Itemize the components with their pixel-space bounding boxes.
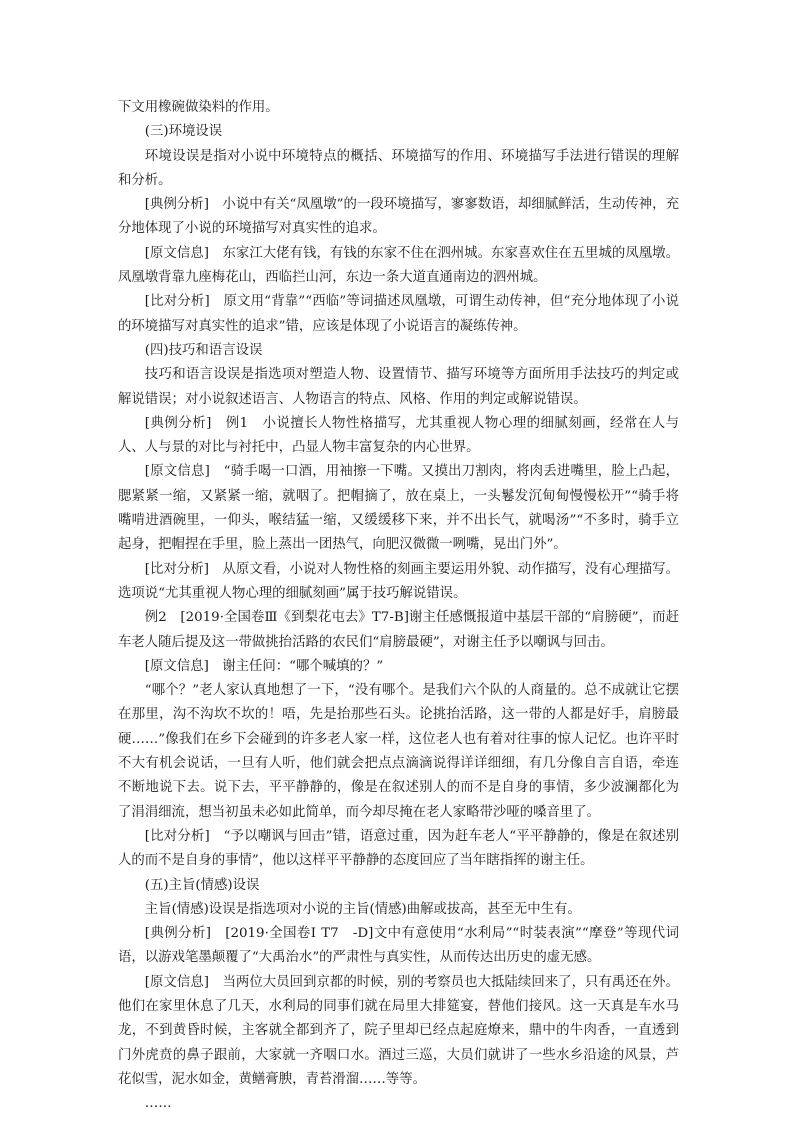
paragraph-comparison: [比对分析] “予以嘲讽与回击”错，语意过重，因为赶车老人“平平静静的，像是在叙述别人的而不是自身的事情”，他以这样平平静静的态度回应了当年瞎指挥的谢主任。 [118,828,679,869]
paragraph-example-analysis: [典例分析] 例1 小说擅长人物性格描写，尤其重视人物心理的细腻刻画，经常在人与人、人与景的对比与衬托中，凸显人物丰富复杂的内心世界。 [118,415,679,456]
paragraph-example-analysis: [典例分析] 小说中有关“凤凰墩”的一段环境描写，寥寥数语，却细腻鲜活，生动传神，充分地体现了小说的环境描写对真实性的追求。 [118,197,679,237]
section-heading-theme: (五)主旨(情感)设误 [144,877,260,893]
paragraph-ellipsis: …… [144,1096,172,1112]
paragraph-source-info: [原文信息] 当两位大员回到京都的时候，别的考察员也大抵陆续回来了，只有禹还在外。他们在家里休息了几天，水利局的同事们就在局里大排筵宴，替他们接风。这一天真是车水马龙，不到黄昏时候，主客就全都到齐了，院子里却已经点起庭燎来，鼎中的牛肉香，一直透到门外虎贲的鼻子跟前，大家就一齐咽口水。酒过三巡，大员们就讲了一些水乡沿途的风景，芦花似雪，泥水如金，黄鳝膏腴，青苔滑溜……等等。 [118,974,679,1087]
paragraph-definition: 环境设误是指对小说中环境特点的概括、环境描写的作用、环境描写手法进行错误的理解和分析。 [118,148,679,188]
paragraph-source-quote: “哪个？”老人家认真地想了一下，“没有哪个。是我们六个队的人商量的。总不成就让它摆在那里，沟不沟坎不坎的！唔，先是抬那些石头。论挑抬活路，这一带的人都是好手，肩膀最硬……”像我们在乡下会碰到的许多老人家一样，这位老人也有着对往事的惊人记忆。也许平时不大有机会说话，一旦有人听，他们就会把点点滴滴说得详详细细，有几分像自言自语，牵连不断地说下去。说下去，平平静静的，像是在叙述别人的而不是自身的事情，多少波澜都化为了涓涓细流，想当初虽未必如此简单，而今却尽掩在老人家略带沙哑的嗓音里了。 [118,683,679,820]
paragraph-source-info: [原文信息] 东家江大佬有钱，有钱的东家不住在泗州城。东家喜欢住在五里城的凤凰墩。凤凰墩背靠九座梅花山，西临拦山河，东边一条大道直通南边的泗州城。 [118,245,679,286]
paragraph-source-info: [原文信息] 谢主任问：“哪个喊填的？” [144,658,384,674]
paragraph-definition: 主旨(情感)设误是指选项对小说的主旨(情感)曲解或拔高，甚至无中生有。 [144,901,581,917]
paragraph-example-analysis: [典例分析] [2019·全国卷Ⅰ T7 -D]文中有意使用“水利局”“时装表演”“摩登”等现代词语，以游戏笔墨颠覆了“大禹治水”的严肃性与真实性，从而传达出历史的虚无感。 [118,926,679,966]
section-heading-environment: (三)环境设误 [144,124,223,140]
document-page [118,96,679,1116]
paragraph-example-2: 例2 [2019·全国卷Ⅲ《到梨花屯去》T7-B]谢主任感慨报道中基层干部的“肩膀硬”，而赶车老人随后提及这一带做挑抬活路的农民们“肩膀最硬”，对谢主任予以嘲讽与回击。 [118,610,679,650]
paragraph-comparison: [比对分析] 从原文看，小说对人物性格的刻画主要运用外貌、动作描写，没有心理描写。选项说“尤其重视人物心理的细腻刻画”属于技巧解说错误。 [118,561,679,601]
section-heading-technique: (四)技巧和语言设误 [144,342,263,358]
paragraph-definition: 技巧和语言设误是指选项对塑造人物、设置情节、描写环境等方面所用手法技巧的判定或解说错误；对小说叙述语言、人物语言的特点、风格、作用的判定或解说错误。 [118,367,679,407]
paragraph-source-info: [原文信息] “骑手喝一口酒，用袖擦一下嘴。又摸出刀割肉，将肉丢进嘴里，脸上凸起，腮紧紧一缩，又紧紧一缩，就咽了。把帽摘了，放在桌上，一头鬈发沉甸甸慢慢松开”“骑手将嘴啃进酒碗里，一仰头，喉结猛一缩，又缓缓移下来，并不出长气，就喝汤”“不多时，骑手立起身，把帽捏在手里，脸上蒸出一团热气，向肥汉微微一咧嘴，晃出门外”。 [118,464,679,553]
paragraph-intro: 下文用橡碗做染料的作用。 [118,100,279,115]
paragraph-comparison: [比对分析] 原文用“背靠”“西临”等词描述凤凰墩，可谓生动传神，但“充分地体现了小说的环境描写对真实性的追求”错，应该是体现了小说语言的凝练传神。 [118,294,679,334]
